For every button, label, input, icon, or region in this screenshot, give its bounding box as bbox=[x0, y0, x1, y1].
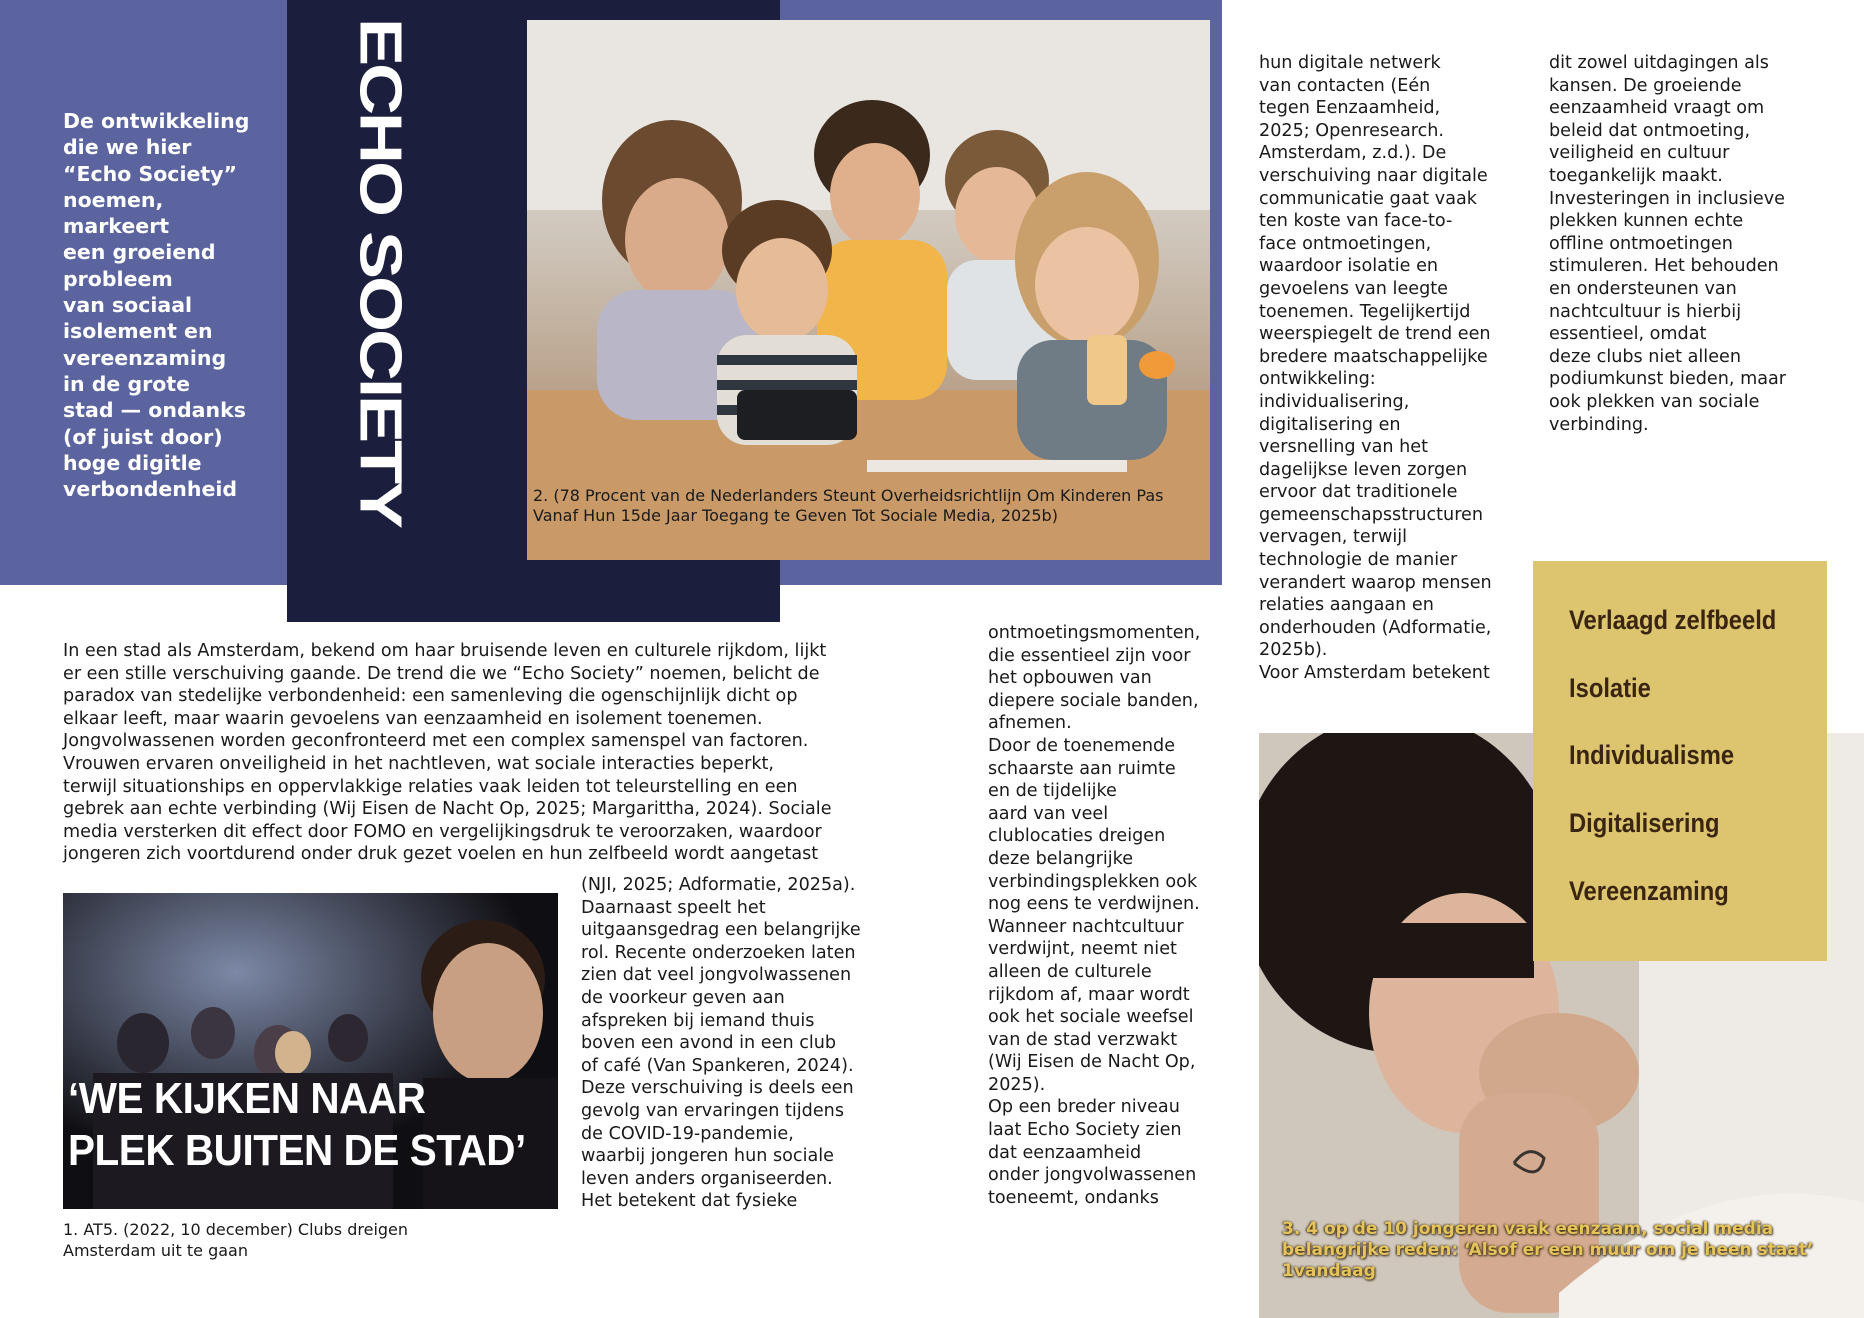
photo-top-caption: 2. (78 Procent van de Nederlanders Steunt Overheidsrichtlijn Om Kinderen Pas Vanaf Hun 15de Jaar Toegang te Geven Tot Sociale Media, 2025b) bbox=[533, 486, 1164, 525]
lede-text: De ontwikkeling die we hier “Echo Society” noemen, markeert een groeiend probleem van sociaal isolement en vereenzaming in de grote stad — ondanks (of juist door) hoge digitle verbondenheid bbox=[63, 109, 250, 502]
page-title: ECHO SOCIETY bbox=[347, 18, 413, 527]
photo-right-caption: 3. 4 op de 10 jongeren vaak eenzaam, social media belangrijke reden: ‘Alsof er een muur om je heen staat’ 1vandaag bbox=[1282, 1219, 1814, 1281]
keyword-item: Verlaagd zelfbeeld bbox=[1569, 605, 1777, 635]
body-intro: In een stad als Amsterdam, bekend om haar bruisende leven en culturele rijkdom, lijkt er een stille verschuiving gaande. De trend die we “Echo Society” noemen, belicht de paradox van stedelijke verbondenheid: een samenleving die ogenschijnlijk dicht op elkaar leeft, maar waarin gevoelens van eenzaamheid en isolement toenemen. Jongvolwassenen worden geconfronteerd met een complex samenspel van factoren. Vrouwen ervaren onveiligheid in het nachtleven, wat sociale interacties beperkt, terwijl situationships en oppervlakkige relaties vaak leiden tot teleurstelling en een gebrek aan echte verbinding (Wij Eisen de Nacht Op, 2025; Margarittha, 2024). Sociale media versterken dit effect door FOMO en vergelijkingsdruk te veroorzaken, waardoor jongeren zich voortdurend onder druk gezet voelen en hun zelfbeeld wordt aangetast bbox=[63, 641, 832, 865]
body-column-2: (NJI, 2025; Adformatie, 2025a). Daarnaast speelt het uitgaansgedrag een belangrijke rol. Recente onderzoeken laten zien dat veel jongvolwassenen de voorkeur geven aan afspreken bij iemand thuis boven een avond in een club of café (Van Spankeren, 2024). Deze verschuiving is deels een gevolg van ervaringen tijdens de COVID-19-pandemie, waarbij jongeren hun sociale leven anders organiseerden. Het betekent dat fysieke bbox=[581, 875, 861, 1212]
keyword-item: Individualisme bbox=[1569, 740, 1735, 770]
children-photo-illustration bbox=[527, 20, 1210, 560]
video-headline: ‘WE KIJKEN NAAR PLEK BUITEN DE STAD’ bbox=[68, 1074, 526, 1175]
keyword-box bbox=[1533, 561, 1827, 961]
body-column-5: dit zowel uitdagingen als kansen. De groeiende eenzaamheid vraagt om beleid dat ontmoeting, veiligheid en cultuur toegankelijk maakt. Investeringen in inclusieve plekken kunnen echte offline ontmoetingen stimuleren. Het behouden en ondersteunen van nachtcultuur is hierbij essentieel, omdat deze clubs niet alleen podiumkunst bieden, maar ook plekken van sociale verbinding. bbox=[1549, 53, 1787, 435]
keyword-item: Isolatie bbox=[1569, 673, 1651, 703]
body-column-3: ontmoetingsmomenten, die essentieel zijn voor het opbouwen van diepere sociale banden, afnemen. Door de toenemende schaarste aan ruimte en de tijdelijke aard van veel clublocaties dreigen deze belangrijke verbindingsplekken ook nog eens te verdwijnen. Wanneer nachtcultuur verdwijnt, neemt niet alleen de culturele rijkdom af, maar wordt ook het sociale weefsel van de stad verzwakt (Wij Eisen de Nacht Op, 2025). Op een breder niveau laat Echo Society zien dat eenzaamheid onder jongvolwassenen toeneemt, ondanks bbox=[988, 623, 1201, 1208]
keyword-item: Digitalisering bbox=[1569, 808, 1720, 838]
keyword-item: Vereenzaming bbox=[1569, 876, 1729, 906]
video-caption: 1. AT5. (2022, 10 december) Clubs dreigen Amsterdam uit te gaan bbox=[63, 1220, 409, 1260]
photo-children-phones bbox=[527, 20, 1210, 560]
body-column-4: hun digitale netwerk van contacten (Eén tegen Eenzaamheid, 2025; Openresearch. Amsterdam, z.d.). De verschuiving naar digitale communicatie gaat vaak ten koste van face-to- face ontmoetingen, waardoor isolatie en gevoelens van leegte toenemen. Tegelijkertijd weerspiegelt de trend een bredere maatschappelijke ontwikkeling: individualisering, digitalisering en versnelling van het dagelijkse leven zorgen ervoor dat traditionele gemeenschapsstructuren vervagen, terwijl technologie de manier verandert waarop mensen relaties aangaan en onderhouden (Adformatie, 2025b). Voor Amsterdam betekent bbox=[1259, 53, 1492, 684]
